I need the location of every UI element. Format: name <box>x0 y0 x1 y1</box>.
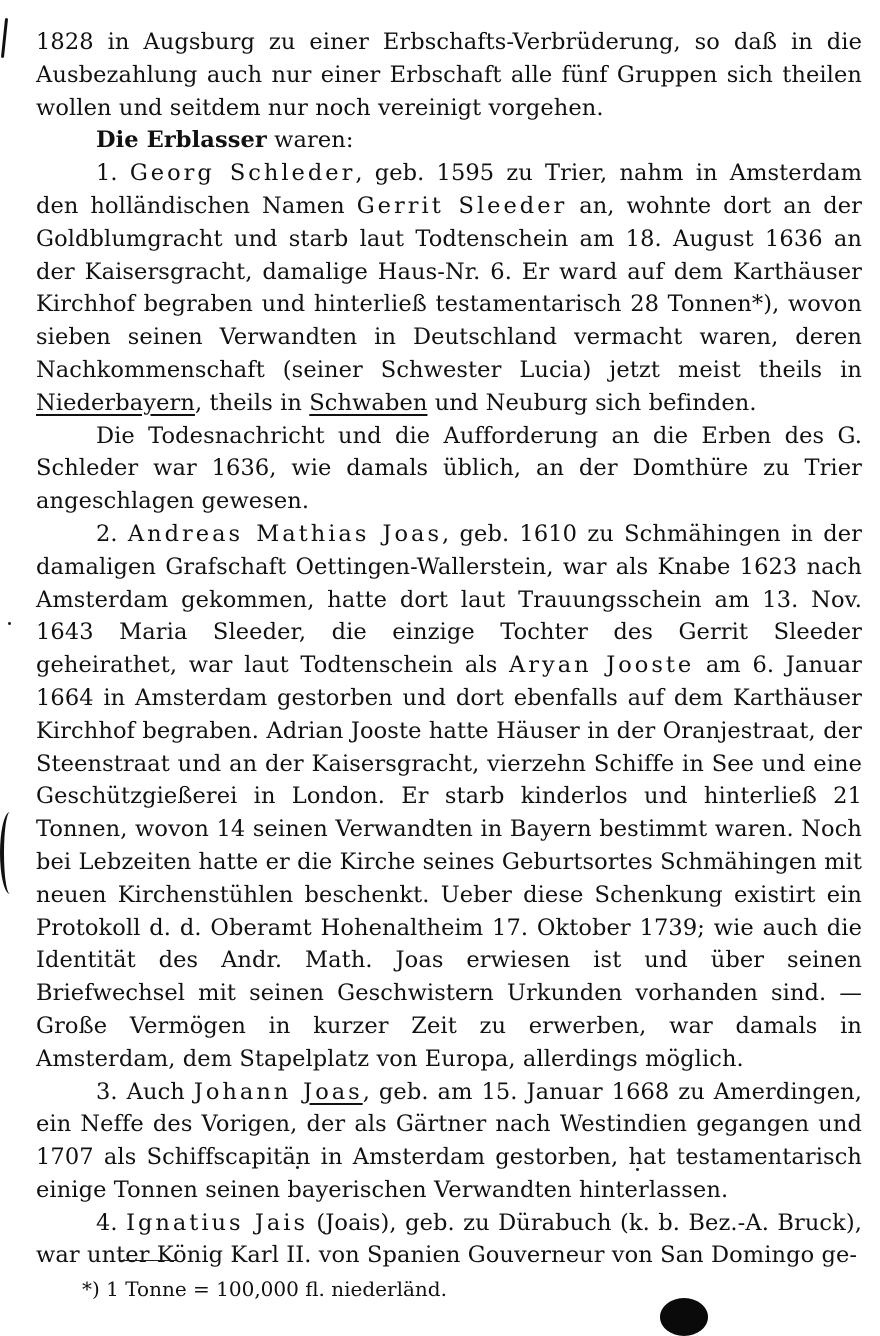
person-name: Georg Schleder <box>129 160 356 187</box>
person-last-name: Joas <box>303 1078 363 1105</box>
paragraph-text: Die Todesnachricht und die Aufforderung an die Erben des G. Schleder war 1636, wie damals üblich, an der Domthüre zu Trier angeschlagen gewesen. <box>36 422 862 515</box>
entry-2 <box>36 518 862 1076</box>
entry-1-note <box>36 420 862 518</box>
footnote-divider <box>120 1260 178 1261</box>
person-first-name: Johann <box>193 1078 304 1105</box>
footnote-text: *) 1 Tonne = 100,000 fl. niederländ. <box>82 1277 447 1301</box>
margin-bracket-mark <box>0 812 20 894</box>
entry-text: am 6. Januar 1664 in Amsterdam gestorben und dort ebenfalls auf dem Karthäuser Kirchhof begraben. Adrian Jooste hatte Häuser in der Oranjestraat, der Steenstraat und an der Kaisersgracht, vierzehn Schiffe in See und eine Geschützgießerei in London. Er starb kinderlos und hinterließ 21 Tonnen, wovon 14 seinen Verwandten in Bayern bestimmt waren. Noch bei Lebzeiten hatte er die Kirche seines Geburtsortes Schmähingen mit neuen Kirchenstühlen beschenkt. Ueber diese Schenkung existirt ein Protokoll d. d. Oberamt Hohenaltheim 17. Oktober 1739; wie auch die Identität des Andr. Math. Joas erwiesen ist und über seinen Briefwechsel mit seinen Geschwistern Urkunden vorhanden sind. — Große Vermögen in kurzer Zeit zu erwerben, war damals in Amsterdam, dem Stapelplatz von Europa, allerdings möglich. <box>36 652 862 1072</box>
paragraph-text: 1828 in Augsburg zu einer Erbschafts-Verbrüderung, so daß in die Ausbezahlung auch nur einer Erbschaft alle fünf Gruppen sich theilen wollen und seitdem nur noch vereinigt vorgehen. <box>36 29 862 121</box>
entry-number: 2. <box>96 520 128 547</box>
entry-text: , theils in <box>194 389 310 416</box>
entry-text: (Joais), geb. zu Dürabuch (k. b. Bez.-A. Bruck), war unter König Karl II. von Spanien Gouverneur von San Domingo ge- <box>36 1209 862 1269</box>
entry-3 <box>36 1076 862 1207</box>
margin-pencil-mark <box>1 18 8 58</box>
entry-number: 1. <box>96 160 130 187</box>
ink-blot <box>660 1298 708 1336</box>
heading-erblasser <box>36 124 862 157</box>
entry-4 <box>36 1207 862 1273</box>
entry-1 <box>36 157 862 419</box>
entry-text: , geb. am 15. Januar 1668 zu Amerdingen, ein Neffe des Vorigen, der als Gärtner nach Westindien gegangen und 1707 als Schiffscapitän in Amsterdam gestorben, hat testamentarisch einige Tonnen seinen bayerischen Verwandten hinterlassen. <box>36 1078 863 1203</box>
entry-number: 3. Auch <box>96 1078 194 1105</box>
ink-speck <box>8 622 11 625</box>
main-text <box>36 26 862 1272</box>
entry-text: , geb. 1595 zu Trier, nahm in Amsterdam den holländischen Namen <box>36 160 863 219</box>
entry-number: 4. <box>96 1209 127 1236</box>
underlined-region: Schwaben <box>309 389 428 416</box>
dutch-name: Gerrit Sleeder <box>356 192 568 219</box>
person-name: Ignatius Jais <box>126 1209 309 1236</box>
entry-text: , geb. 1610 zu Schmähingen in der damaligen Grafschaft Oettingen-Wallerstein, war als Knabe 1623 nach Amsterdam gekommen, hatte dort laut Trauungsschein am 13. Nov. 1643 Maria Sleeder, die einzige Tochter des Gerrit Sleeder geheirathet, war laut Todtenschein als <box>36 520 862 679</box>
person-name: Andreas Mathias Joas <box>127 520 443 547</box>
underlined-region: Niederbayern <box>36 389 195 416</box>
heading-label: Die Erblasser <box>96 127 267 154</box>
dutch-name: Aryan Jooste <box>509 652 695 679</box>
heading-rest: waren: <box>266 127 354 154</box>
entry-text: und Neuburg sich befinden. <box>427 389 757 416</box>
paragraph-continuation <box>36 26 862 124</box>
entry-text: an, wohnte dort an der Goldblumgracht und starb laut Todtenschein am 18. August 1636 an der Kaisersgracht, damalige Haus-Nr. 6. Er ward auf dem Karthäuser Kirchhof begraben und hinterließ testamentarisch 28 Tonnen*), wovon sieben seinen Verwandten in Deutschland vermacht waren, deren Nachkommenschaft (seiner Schwester Lucia) jetzt meist theils in <box>36 192 863 383</box>
footnote <box>82 1275 447 1303</box>
